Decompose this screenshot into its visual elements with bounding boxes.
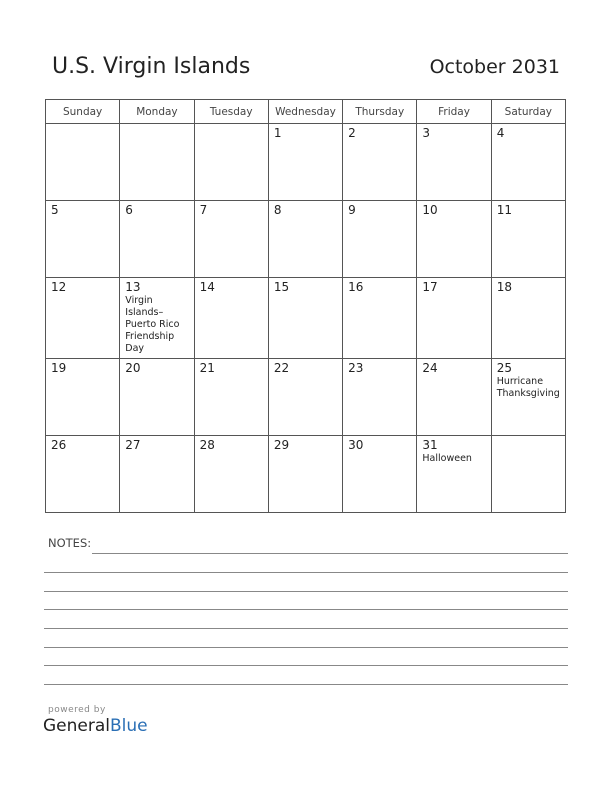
day-cell [491,278,565,359]
day-cell [417,201,491,278]
calendar-title: U.S. Virgin Islands [52,54,251,79]
day-cell [343,124,417,201]
day-number: 10 [422,203,438,217]
day-number: 15 [273,280,290,294]
day-number: 28 [199,438,215,452]
day-number: 27 [125,438,141,452]
day-cell [268,436,342,513]
day-cell [268,124,342,201]
day-number: 3 [422,126,431,140]
day-number: 4 [496,126,505,140]
notes-line [44,609,568,610]
day-cell [343,278,417,359]
day-number: 22 [273,361,290,375]
day-number: 11 [496,203,512,217]
generalblue-logo[interactable] [43,716,148,736]
day-cell [417,124,491,201]
weekday-header: Monday [120,100,194,124]
notes-line [92,553,568,554]
week-row [46,436,566,513]
calendar-month: October 2031 [429,56,560,78]
day-cell [417,436,491,513]
day-number: 6 [125,203,133,217]
day-cell [120,124,194,201]
day-cell [120,278,194,359]
day-number: 19 [51,361,67,375]
notes-line [44,628,568,629]
day-cell [194,359,268,436]
week-row [46,278,566,359]
day-cell [491,124,565,201]
weekday-header: Saturday [491,100,565,124]
day-number: 14 [199,280,215,294]
holiday-label: Hurricane Thanksgiving [496,376,560,399]
notes-line [44,591,568,592]
holiday-label: Halloween [422,453,472,464]
day-number: 30 [348,438,364,452]
day-number: 9 [348,203,356,217]
day-number: 20 [125,361,141,375]
day-number: 12 [51,280,67,294]
day-cell [46,278,120,359]
day-cell [268,359,342,436]
day-number: 1 [273,126,282,140]
day-cell [46,359,120,436]
day-cell [194,201,268,278]
day-cell [46,124,120,201]
day-cell [491,359,565,436]
day-number: 29 [273,438,290,452]
day-number: 18 [496,280,512,294]
weekday-header: Wednesday [268,100,342,124]
day-cell [491,436,565,513]
day-number: 13 [125,280,141,294]
day-cell [343,201,417,278]
weekday-header: Sunday [46,100,120,124]
day-number: 23 [348,361,364,375]
day-cell [268,278,342,359]
day-cell [343,436,417,513]
day-number: 21 [199,361,215,375]
day-cell [268,201,342,278]
calendar-grid [45,99,566,513]
day-cell [46,201,120,278]
notes-line [44,665,568,666]
day-cell [417,278,491,359]
day-cell [194,124,268,201]
weekday-header: Thursday [343,100,417,124]
day-number: 2 [348,126,356,140]
logo-blue-text: Blue [110,716,148,736]
day-cell [46,436,120,513]
day-cell [120,359,194,436]
weekday-header-row [46,100,566,124]
notes-line [44,647,568,648]
weekday-header: Tuesday [194,100,268,124]
day-number: 26 [51,438,67,452]
day-cell [194,436,268,513]
day-cell [120,201,194,278]
notes-label: NOTES: [48,536,92,550]
day-number: 24 [422,361,438,375]
day-number: 25 [496,361,512,375]
holiday-label: Virgin Islands–Puerto Rico Friendship Day [125,295,180,354]
powered-by-text: powered by [48,705,106,715]
day-cell [491,201,565,278]
day-cell [120,436,194,513]
day-cell [417,359,491,436]
day-number: 31 [422,438,438,452]
day-number: 7 [199,203,208,217]
weekday-header: Friday [417,100,491,124]
day-number: 17 [422,280,438,294]
day-number: 5 [51,203,59,217]
notes-line [44,572,568,573]
logo-general-text: General [43,716,110,736]
day-cell [343,359,417,436]
week-row [46,201,566,278]
day-number: 16 [348,280,364,294]
week-row [46,359,566,436]
day-number: 8 [273,203,282,217]
day-cell [194,278,268,359]
notes-line [44,684,568,685]
week-row [46,124,566,201]
